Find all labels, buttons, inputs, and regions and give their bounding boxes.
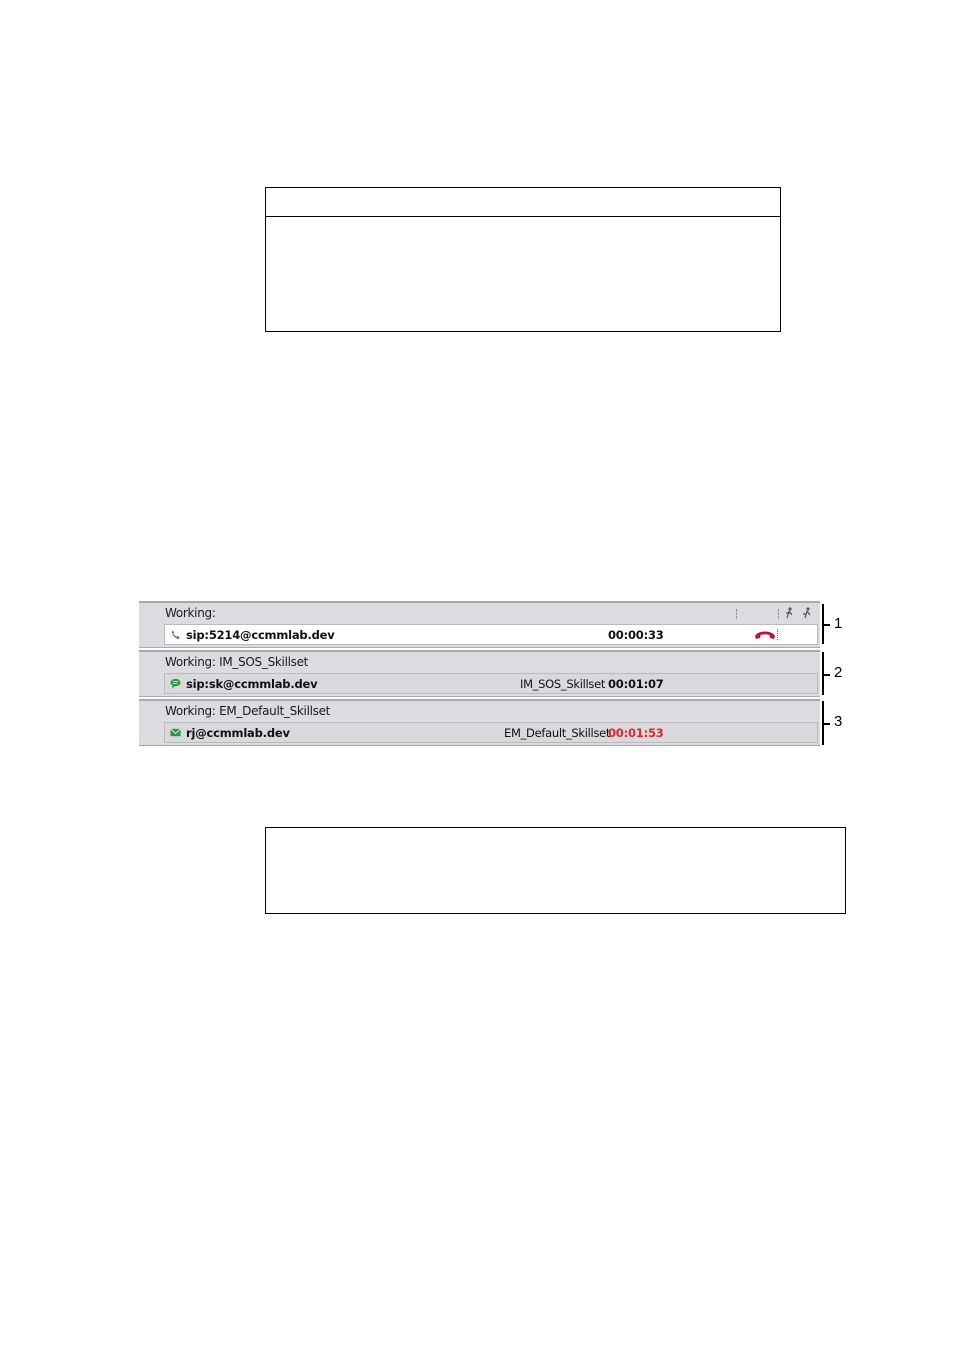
contact-address: rj@ccmmlab.dev	[186, 726, 290, 740]
panel-title: Working: EM_Default_Skillset	[165, 704, 331, 718]
work-item-row[interactable]	[164, 722, 818, 743]
callout-number: 2	[834, 664, 843, 681]
note-box-header-divider	[266, 216, 780, 217]
contact-address: sip:5214@ccmmlab.dev	[186, 628, 335, 642]
hangup-icon[interactable]	[754, 629, 776, 640]
note-box-top	[265, 187, 781, 332]
callout-number: 3	[834, 713, 843, 730]
panel-title: Working:	[165, 606, 216, 620]
elapsed-timer: 00:00:33	[608, 628, 664, 642]
work-item-row[interactable]	[164, 673, 818, 694]
row-separator	[777, 629, 778, 640]
work-item-panel-email	[139, 699, 820, 746]
callout-bracket-3	[822, 701, 830, 745]
note-box-bottom	[265, 827, 846, 914]
callout-bracket-1	[822, 604, 830, 644]
work-item-row[interactable]	[164, 624, 818, 645]
chat-bubble-icon	[170, 678, 181, 689]
callout-number: 1	[834, 615, 843, 632]
toolbar-separator	[778, 609, 779, 619]
skillset-label: IM_SOS_Skillset	[520, 677, 606, 691]
work-item-panel-im	[139, 650, 820, 697]
person-transfer-icon[interactable]	[783, 607, 795, 619]
work-item-panel-voice	[139, 601, 820, 648]
phone-icon	[170, 629, 181, 640]
person-conference-icon[interactable]	[801, 607, 813, 619]
elapsed-timer: 00:01:53	[608, 726, 664, 740]
toolbar-separator	[736, 609, 737, 619]
panel-title: Working: IM_SOS_Skillset	[165, 655, 309, 669]
contact-address: sip:sk@ccmmlab.dev	[186, 677, 318, 691]
callout-bracket-2	[822, 652, 830, 695]
envelope-icon	[170, 727, 181, 738]
elapsed-timer: 00:01:07	[608, 677, 664, 691]
skillset-label: EM_Default_Skillset	[504, 726, 611, 740]
